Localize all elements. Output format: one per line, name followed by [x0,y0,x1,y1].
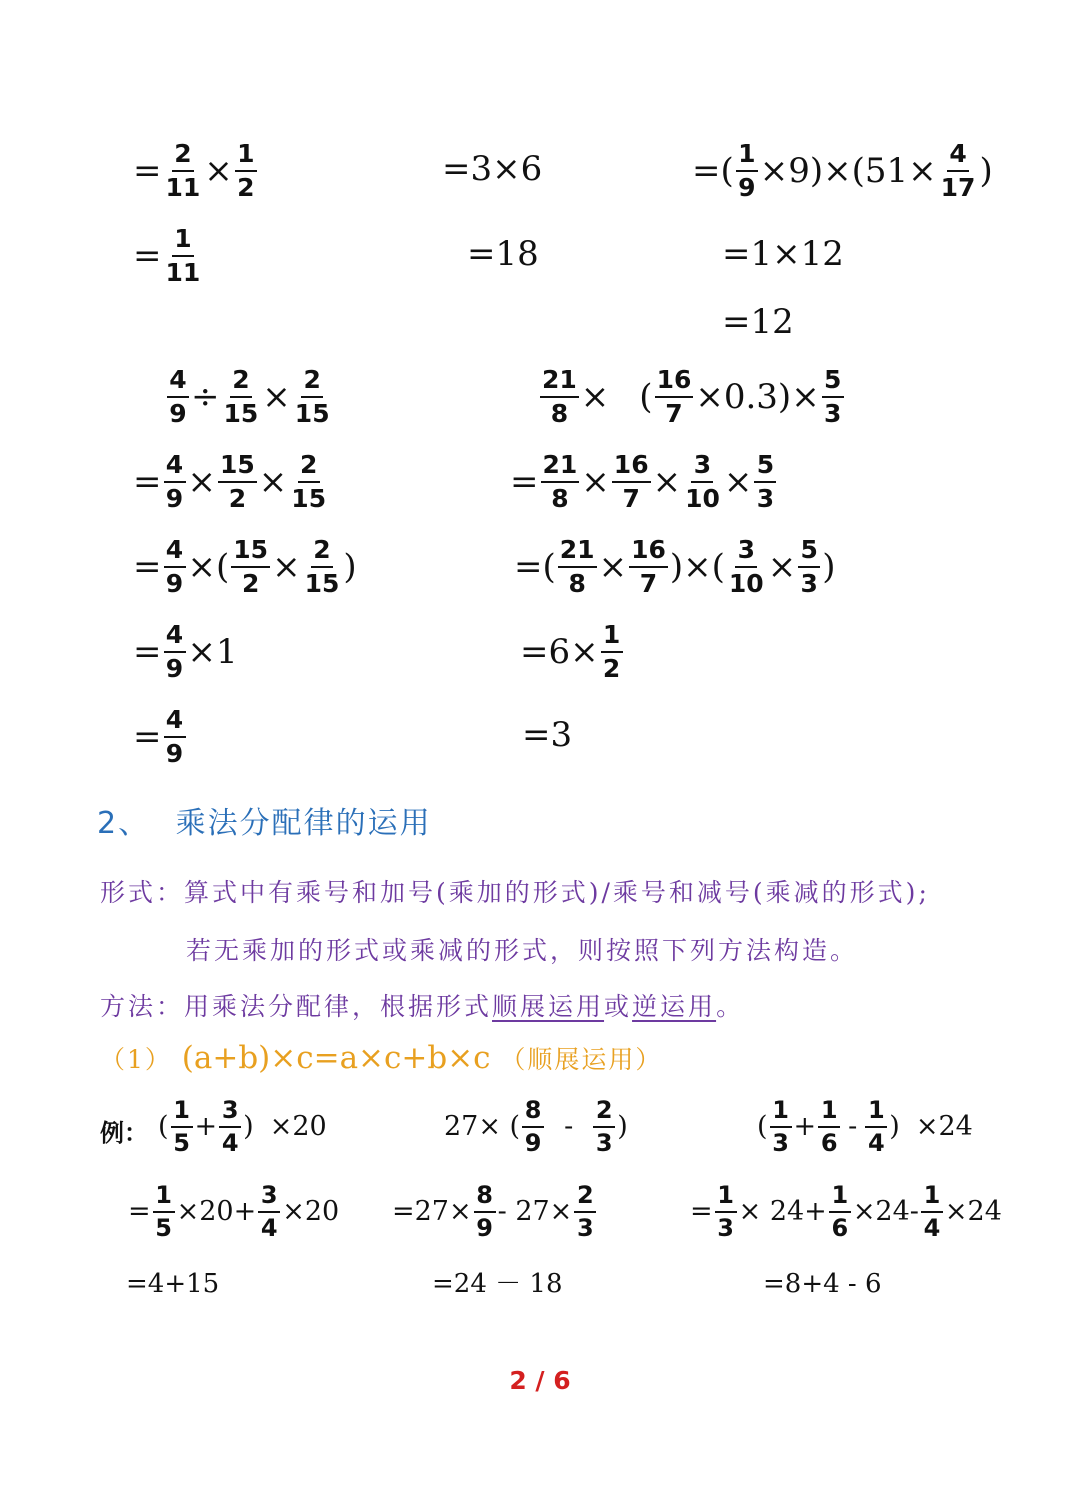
expression: ×1 [187,632,238,672]
times-sign: × [258,462,288,502]
calc-b-right-5 [522,715,573,755]
fraction: $\frac{1}{6}$ [829,1182,851,1242]
equals-sign: = [514,547,543,587]
example-2-line-3 [432,1271,562,1297]
fraction: $\frac{1}{11}$ [165,224,201,287]
example-3-line-2 [690,1182,1002,1242]
paren: ) [343,547,357,587]
calc-b-right-1 [538,366,846,428]
form-text: 若无乘加的形式或乘减的形式，则按照下列方法构造。 [186,936,859,965]
calc-row-1-right [692,140,993,202]
fraction: $\frac{1}{4}$ [865,1097,887,1157]
fraction: $\frac{8}{9}$ [522,1097,544,1157]
expression: =27× [392,1196,472,1228]
page-number: 2 / 6 [509,1366,571,1395]
equals-sign: = [690,1196,713,1228]
paren: ) [669,547,684,587]
minus-sign: - [848,1111,858,1143]
plus-sign: + [233,1196,257,1228]
fraction: $\frac{1}{4}$ [921,1182,943,1242]
paren: ( [711,547,725,587]
expression: ×20 [282,1196,340,1228]
calc-b-left-4 [133,621,238,683]
example-1-line-2 [128,1182,339,1242]
times-sign: × [272,547,301,587]
fraction: $\frac{1}{2}$ [601,621,623,683]
fraction: $\frac{3}{10}$ [728,535,764,598]
fraction: $\frac{3}{4}$ [219,1097,241,1157]
expression: =8+4 - 6 [763,1269,882,1299]
distributive-rule [100,1040,662,1076]
fraction: $\frac{16}{7}$ [656,365,692,428]
rule-label: （1） [100,1045,172,1074]
form-line-1 [100,873,930,909]
rule-formula: (a+b)×c=a×c+b×c [181,1040,491,1076]
expression: × 24+ [738,1196,827,1228]
plus-sign: + [194,1111,218,1143]
section-title: 乘法分配律的运用 [175,806,432,841]
expression: =12 [722,302,794,342]
fraction: $\frac{1}{2}$ [235,140,257,202]
times-sign: × [204,151,233,191]
times-sign: × [581,462,610,502]
form-line-2 [186,931,858,967]
expression: =1×12 [722,234,844,274]
fraction: $\frac{3}{4}$ [258,1182,280,1242]
expression: ×20 [269,1111,327,1143]
fraction: $\frac{1}{3}$ [715,1182,737,1242]
equals-sign: = [133,151,162,191]
fraction: $\frac{3}{10}$ [685,450,720,513]
calc-row-3-right [722,302,794,342]
calc-row-2-right [722,234,844,274]
times-sign: × [187,462,216,502]
paren: ) [617,1111,628,1143]
minus-sign: - [564,1111,574,1143]
equals-sign: = [510,462,539,502]
section-heading [97,798,432,842]
paren: ( [639,377,653,417]
divide-sign: ÷ [191,377,220,417]
fraction: $\frac{2}{15}$ [291,450,327,513]
calc-b-left-3 [133,536,357,598]
equals-sign: = [133,236,162,276]
fraction: $\frac{1}{9}$ [736,140,758,202]
fraction: $\frac{2}{3}$ [574,1182,596,1242]
fraction: $\frac{21}{8}$ [542,365,577,428]
expression: ×9)×(51× [759,151,937,191]
equals-sign: = [133,717,162,757]
example-2-line-2 [392,1182,598,1242]
fraction: $\frac{4}{9}$ [164,451,186,513]
fraction: $\frac{1}{5}$ [153,1182,175,1242]
paren: ) [822,547,836,587]
example-1-line-1 [158,1097,327,1157]
times-sign: × [652,462,682,502]
page-indicator [0,1366,1080,1395]
fraction: $\frac{21}{8}$ [542,450,578,513]
fraction: $\frac{5}{3}$ [798,536,820,598]
fraction: $\frac{15}{2}$ [220,450,255,513]
times-sign: × [262,377,291,417]
paren: ( [757,1111,768,1143]
fraction: $\frac{2}{11}$ [165,139,201,202]
fraction: $\frac{2}{15}$ [304,535,340,598]
method-line [100,987,744,1023]
times-sign: × [683,547,712,587]
expression: =3 [522,715,573,755]
expression: =24 － 18 [432,1269,563,1299]
expression: =6× [520,632,599,672]
expression: ×24 [915,1111,973,1143]
expression: 27× ( [444,1111,521,1143]
calc-row-1-left [133,140,259,202]
expression: - 27× [497,1196,573,1228]
fraction: $\frac{1}{5}$ [171,1097,193,1157]
paren: ( [158,1111,169,1143]
underlined-term: 顺展运用 [492,992,605,1021]
fraction: $\frac{4}{9}$ [164,706,186,768]
equals-sign: = [133,547,162,587]
example-2-line-1 [444,1097,628,1157]
expression: ×0.3) [695,377,792,417]
method-text: 或 [604,992,633,1021]
expression: =3×6 [442,149,543,189]
underlined-term: 逆运用 [632,992,717,1021]
fraction: $\frac{15}{2}$ [233,535,269,598]
expression: ) [979,151,993,191]
times-sign: × [723,462,753,502]
equals-sign: = [133,462,162,502]
example-label-text: 例： [100,1119,148,1147]
plus-sign: + [793,1111,817,1143]
example-3-line-1 [757,1097,973,1157]
section-number: 2、 [97,806,151,841]
method-text: 方法：用乘法分配律，根据形式 [100,992,493,1021]
fraction: $\frac{16}{7}$ [613,450,649,513]
expression: ×24- [852,1196,919,1228]
expression: =18 [467,234,539,274]
form-text: 形式：算式中有乘号和加号(乘加的形式)/乘号和减号(乘减的形式); [100,878,930,907]
expression: =4+15 [126,1269,220,1299]
paren: ( [216,547,230,587]
expression: =( [692,151,734,191]
fraction: $\frac{5}{3}$ [754,451,776,513]
example-3-line-3 [763,1271,882,1297]
times-sign: × [767,547,797,587]
times-sign: × [187,547,216,587]
fraction: $\frac{2}{15}$ [294,365,330,428]
expression: ×24 [944,1196,1002,1228]
example-1-line-3 [126,1271,219,1297]
fraction: $\frac{21}{8}$ [559,535,595,598]
expression: ×20 [176,1196,234,1228]
fraction: $\frac{4}{17}$ [940,139,976,202]
fraction: $\frac{2}{3}$ [593,1097,615,1157]
calc-b-right-3 [514,536,835,598]
fraction: $\frac{8}{9}$ [474,1182,496,1242]
calc-row-1-mid [442,149,543,189]
calc-b-left-1 [165,366,334,428]
calc-b-left-5 [133,706,188,768]
paren: ) [243,1111,254,1143]
paren: ) [889,1111,900,1143]
fraction: $\frac{5}{3}$ [822,366,844,428]
times-sign: × [580,377,610,417]
equals-sign: = [133,632,162,672]
fraction: $\frac{16}{7}$ [631,535,666,598]
fraction: $\frac{2}{15}$ [223,365,259,428]
calc-b-right-4 [520,621,625,683]
calc-b-right-2 [510,451,778,513]
paren: ( [542,547,556,587]
fraction: $\frac{4}{9}$ [164,536,186,598]
equals-sign: = [128,1196,151,1228]
fraction: $\frac{4}{9}$ [164,621,186,683]
fraction: $\frac{4}{9}$ [167,366,189,428]
rule-note: （顺展运用） [500,1045,663,1074]
calc-row-2-mid [467,234,539,274]
method-text: 。 [716,992,745,1021]
fraction: $\frac{1}{3}$ [770,1097,792,1157]
calc-b-left-2 [133,451,330,513]
calc-row-2-left [133,225,204,287]
example-label [100,1121,148,1145]
fraction: $\frac{1}{6}$ [818,1097,840,1157]
times-sign: × [791,377,820,417]
times-sign: × [598,547,628,587]
